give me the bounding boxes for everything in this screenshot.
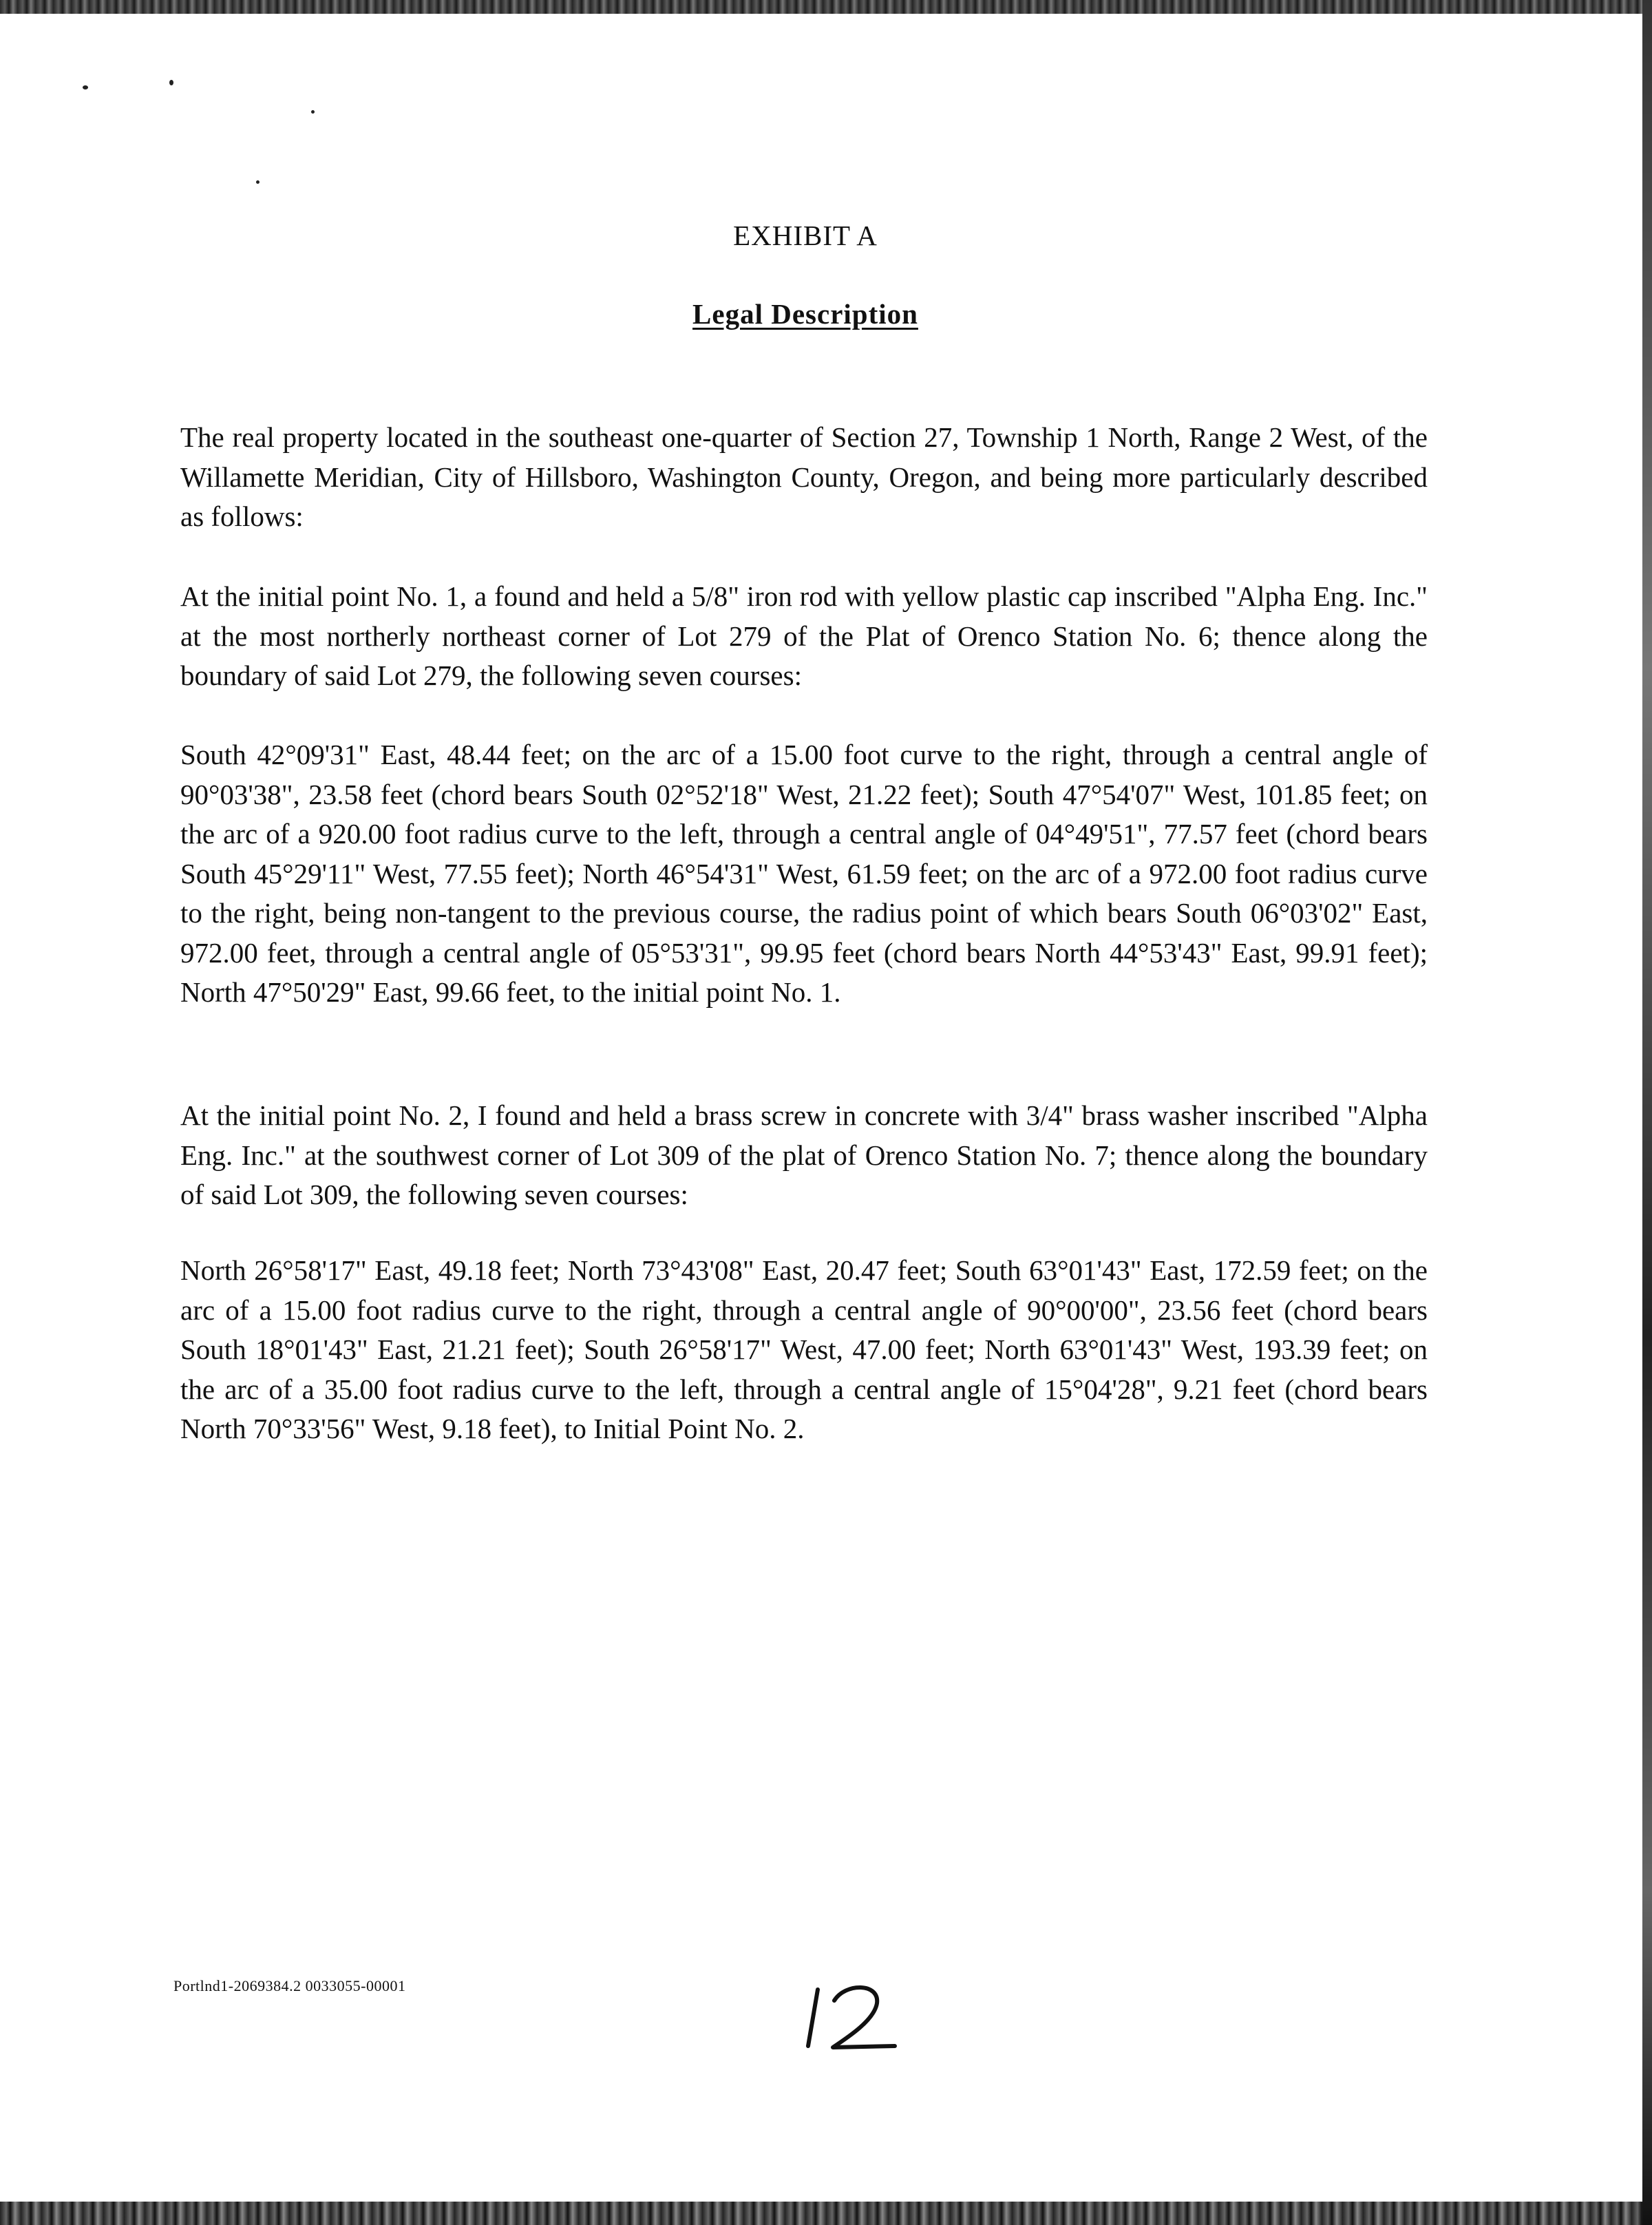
scan-border-top [0, 0, 1652, 14]
exhibit-title: EXHIBIT A [733, 220, 878, 251]
initial-point-2-paragraph: At the initial point No. 2, I found and held a brass screw in concrete with 3/4" brass washer inscribed "Alpha Eng. Inc." at the southwest corner of Lot 309 of the plat of Orenco Station No. 7; thence along the boundary of said Lot 309, the following seven courses: [180, 1099, 1428, 1210]
initial-point-1-paragraph: At the initial point No. 1, a found and held a 5/8" iron rod with yellow plastic cap inscribed "Alpha Eng. Inc." at the most northerly northeast corner of Lot 279 of the Plat of Orenco Station No. 6; thence along the boundary of said Lot 279, the following seven courses: [180, 580, 1428, 691]
document-footer-code: Portlnd1-2069384.2 0033055-00001 [173, 1977, 406, 1994]
scan-speck [311, 110, 315, 114]
lot-279-courses-paragraph: South 42°09'31" East, 48.44 feet; on the arc of a 15.00 foot curve to the right, through a central angle of 90°03'38", 23.58 feet (chord bears South 02°52'18" West, 21.22 feet); South 47°54'07" West, 101.85 feet; on the arc of a 920.00 foot radius curve to the left, through a central angle of 04°49'51", 77.57 feet (chord bears South 45°29'11" West, 77.55 feet); North 46°54'31" West, 61.59 feet; on the arc of a 972.00 foot radius curve to the right, being non-tangent to the previous course, the radius point of which bears South 06°03'02" East, 972.00 feet, through a central angle of 05°53'31", 99.95 feet (chord bears North 44°53'43" East, 99.91 feet); North 47°50'29" East, 99.66 feet, to the initial point No. 1. [180, 739, 1428, 1008]
scan-speck [256, 180, 260, 184]
section-title: Legal Description [692, 298, 918, 330]
scan-border-bottom [0, 2202, 1652, 2225]
handwritten-page-number [792, 1974, 915, 2057]
scan-border-right [1642, 0, 1652, 2225]
lot-309-courses-paragraph: North 26°58'17" East, 49.18 feet; North 73°43'08" East, 20.47 feet; South 63°01'43" East, 172.59 feet; on the arc of a 15.00 foot radius curve to the right, through a central angle of 90°00'00", 23.56 feet (chord bears South 18°01'43" East, 21.21 feet); South 26°58'17" West, 47.00 feet; North 63°01'43" West, 193.39 feet; on the arc of a 35.00 foot radius curve to the left, through a central angle of 15°04'28", 9.21 feet (chord bears North 70°33'56" West, 9.18 feet), to Initial Point No. 2. [180, 1254, 1428, 1444]
scan-speck [169, 80, 173, 85]
scan-speck [83, 85, 88, 89]
property-description-paragraph: The real property located in the southeast one-quarter of Section 27, Township 1 North, Range 2 West, of the Willamette Meridian, City of Hillsboro, Washington County, Oregon, and being more particularly described as follows: [180, 421, 1428, 532]
